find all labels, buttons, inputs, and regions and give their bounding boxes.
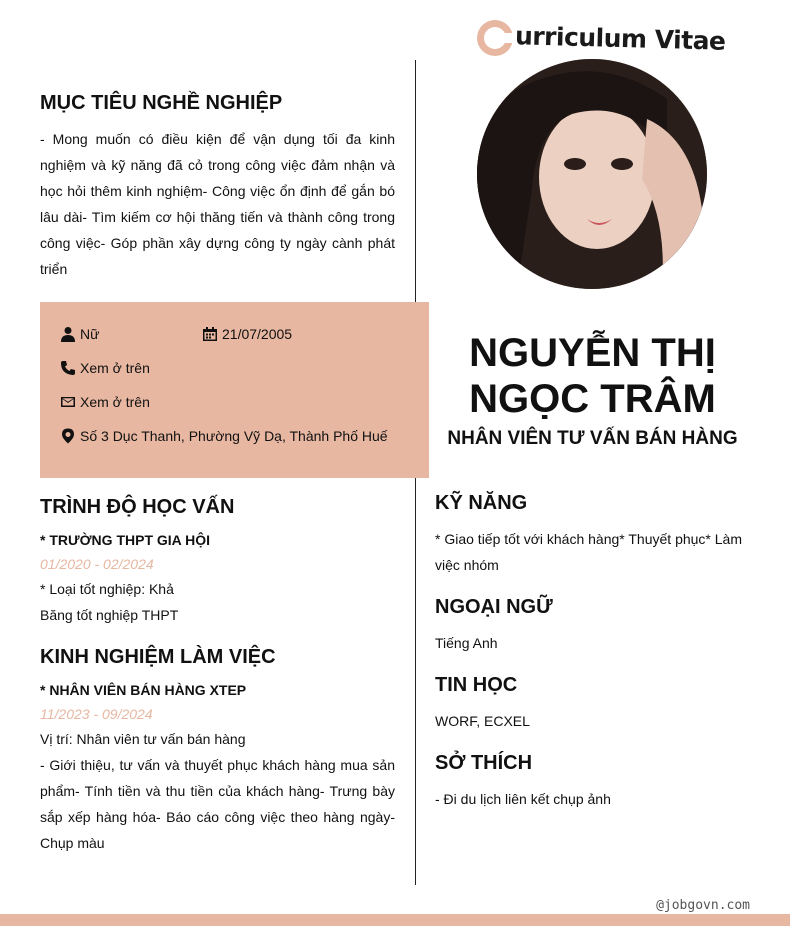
- education-line-1: * Loại tốt nghiệp: Khả: [40, 581, 174, 597]
- phone-item: [60, 360, 150, 376]
- cv-logo: [477, 18, 726, 58]
- experience-date: 11/2023 - 09/2024: [40, 706, 153, 722]
- languages-heading: NGOẠI NGỮ: [435, 596, 553, 618]
- computing-heading: TIN HỌC: [435, 674, 518, 696]
- bottom-accent-bar: [0, 914, 790, 926]
- name-line-1: NGUYỄN THỊ: [469, 331, 716, 375]
- experience-company: * NHÂN VIÊN BÁN HÀNG XTEP: [40, 682, 247, 698]
- contact-info-box: [40, 302, 429, 478]
- computing-text: WORF, ECXEL: [435, 713, 530, 729]
- name-line-2: NGỌC TRÂM: [469, 377, 716, 421]
- location-icon: [60, 428, 76, 444]
- birthdate-item: [202, 326, 292, 342]
- languages-text: Tiếng Anh: [435, 635, 498, 651]
- user-icon: [60, 326, 76, 342]
- profile-photo-illustration: [477, 59, 707, 289]
- logo-c-mark: [477, 20, 513, 56]
- skills-text: * Giao tiếp tốt với khách hàng* Thuyết phục* Làm việc nhóm: [435, 531, 742, 573]
- mail-icon: [60, 394, 76, 410]
- education-school: * TRƯỜNG THPT GIA HỘI: [40, 532, 211, 548]
- education-date: 01/2020 - 02/2024: [40, 556, 154, 572]
- email-item: [60, 394, 150, 410]
- job-title: NHÂN VIÊN TƯ VẤN BÁN HÀNG: [447, 428, 738, 449]
- objective-text: - Mong muốn có điều kiện để vận dụng tối đa kinh nghiệm và kỹ năng đã cỏ trong công việc đảm nhận và học hỏi thêm kinh nghiệm- Công việc ổn định để gắn bó lâu dài- Tìm kiếm cơ hội thăng tiến và thành công trong công việc- Góp phần xây dựng công ty ngày cành phát triển: [40, 131, 395, 277]
- gender-value: Nữ: [80, 326, 100, 342]
- education-heading: TRÌNH ĐỘ HỌC VẤN: [40, 496, 235, 518]
- experience-description: - Giới thiệu, tư vấn và thuyết phục khách hàng mua sản phẩm- Tính tiền và thu tiền của khách hàng- Trưng bày sắp xếp hàng hóa- Báo cáo công việc theo hàng ngày- Chụp màu: [40, 757, 395, 851]
- email-value: Xem ở trên: [80, 394, 150, 410]
- gender-item: [60, 326, 99, 342]
- skills-heading: KỸ NĂNG: [435, 492, 528, 514]
- address-item: [60, 428, 388, 444]
- experience-heading: KINH NGHIỆM LÀM VIỆC: [40, 646, 276, 668]
- birthdate-value: 21/07/2005: [222, 326, 293, 342]
- profile-photo: [477, 59, 707, 289]
- experience-position: Vị trí: Nhân viên tư vấn bán hàng: [40, 731, 246, 747]
- objective-heading: MỤC TIÊU NGHỀ NGHIỆP: [40, 92, 283, 114]
- education-line-2: Băng tốt nghiệp THPT: [40, 607, 179, 623]
- phone-icon: [60, 360, 76, 376]
- hobbies-heading: SỞ THÍCH: [435, 752, 533, 774]
- address-value: Số 3 Dục Thanh, Phường Vỹ Dạ, Thành Phố Huế: [80, 428, 388, 444]
- candidate-name: [425, 330, 760, 422]
- phone-value: Xem ở trên: [80, 360, 150, 376]
- logo-text: urriculum Vitae: [514, 20, 726, 56]
- watermark: @jobgovn.com: [656, 898, 750, 913]
- hobbies-text: - Đi du lịch liên kết chụp ảnh: [435, 791, 611, 807]
- calendar-icon: [202, 326, 218, 342]
